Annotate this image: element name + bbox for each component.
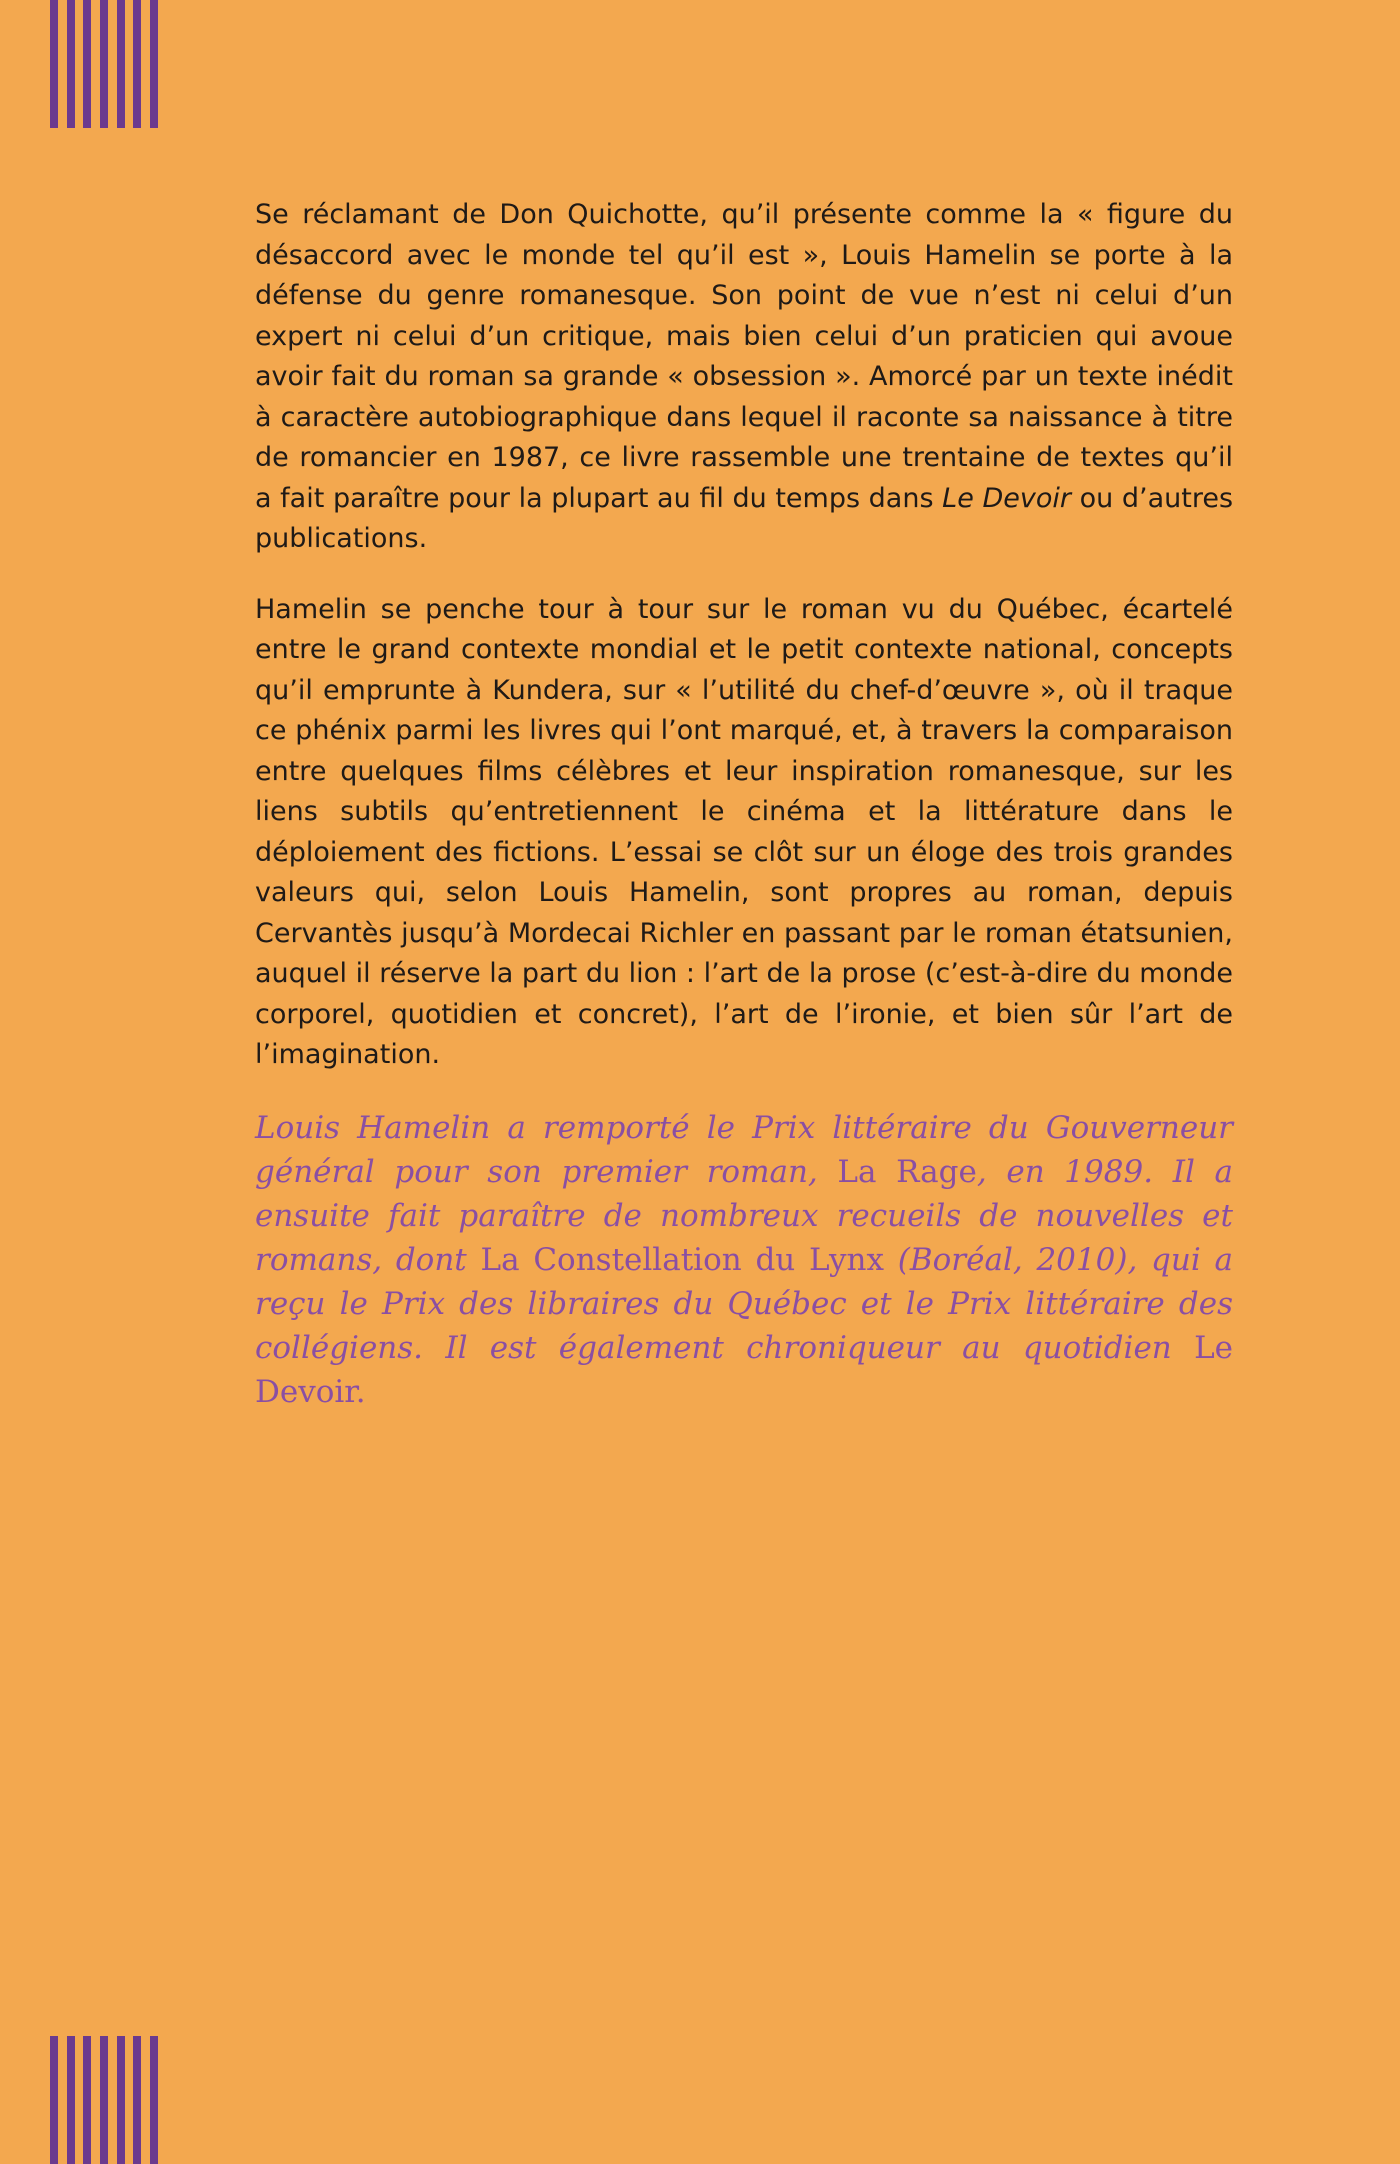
stripe <box>117 2036 125 2164</box>
summary-paragraph-1 <box>255 195 1233 560</box>
stripe <box>117 0 125 128</box>
top-stripe-decoration <box>50 0 158 128</box>
summary-paragraph-2: Hamelin se penche tour à tour sur le roman vu du Québec, écartelé entre le grand contexte mondial et le petit contexte national, concepts qu’il emprunte à Kundera, sur « l’utilité du chef-d’œuvre », où il traque ce phénix parmi les livres qui l’ont marqué, et, à travers la comparaison entre quelques films célèbres et leur inspiration romanesque, sur les liens subtils qu’entretiennent le cinéma et la littérature dans le déploiement des fictions. L’essai se clôt sur un éloge des trois grandes valeurs qui, selon Louis Hamelin, sont propres au roman, depuis Cervantès jusqu’à Mordecai Richler en passant par le roman étatsunien, auquel il réserve la part du lion : l’art de la prose (c’est-à-dire du monde corporel, quotidien et concret), l’art de l’ironie, et bien sûr l’art de l’imagination. <box>255 593 1233 1070</box>
stripe <box>83 2036 91 2164</box>
stripe <box>50 0 58 128</box>
stripe <box>67 2036 75 2164</box>
bio-text-2: , en 1989. Il a ensuite fait paraître de nombreux recueils de nouvelles et romans, dont <box>255 1153 1233 1278</box>
paragraph-1-end: ou d’autres publications. <box>255 482 1234 554</box>
author-bio <box>255 1106 1233 1414</box>
stripe <box>83 0 91 128</box>
bio-title-la-rage: La Rage <box>837 1153 977 1190</box>
paragraph-1-text: Se réclamant de Don Quichotte, qu’il présente comme la « figure du désaccord avec le monde tel qu’il est », Louis Hamelin se porte à la défense du genre romanesque. Son point de vue n’est ni celui d’un expert ni celui d’un critique, mais bien celui d’un praticien qui avoue avoir fait du roman sa grande « obsession ». Amorcé par un texte inédit à caractère autobiographique dans lequel il raconte sa naissance à titre de romancier en 1987, ce livre rassemble une trentaine de textes qu’il a fait paraître pour la plupart au fil du temps dans <box>255 199 1233 514</box>
bio-text-1: Louis Hamelin a remporté le Prix littéraire du Gouverneur général pour son premier roman, <box>255 1109 1233 1190</box>
paragraph-1-title: Le Devoir <box>942 482 1071 514</box>
bio-title-constellation: La Constellation du Lynx <box>480 1241 885 1278</box>
stripe <box>100 0 108 128</box>
back-cover-text <box>255 195 1233 1414</box>
bio-text-4: . <box>355 1373 366 1410</box>
bottom-stripe-decoration <box>50 2036 158 2164</box>
stripe <box>150 0 158 128</box>
bio-text-3: (Boréal, 2010), qui a reçu le Prix des libraires du Québec et le Prix littéraire des collégiens. Il est également chroniqueur au quotidien <box>255 1241 1233 1366</box>
stripe <box>67 0 75 128</box>
stripe <box>133 0 141 128</box>
stripe <box>150 2036 158 2164</box>
stripe <box>133 2036 141 2164</box>
stripe <box>100 2036 108 2164</box>
stripe <box>50 2036 58 2164</box>
bio-title-le-devoir: Le Devoir <box>255 1329 1233 1410</box>
